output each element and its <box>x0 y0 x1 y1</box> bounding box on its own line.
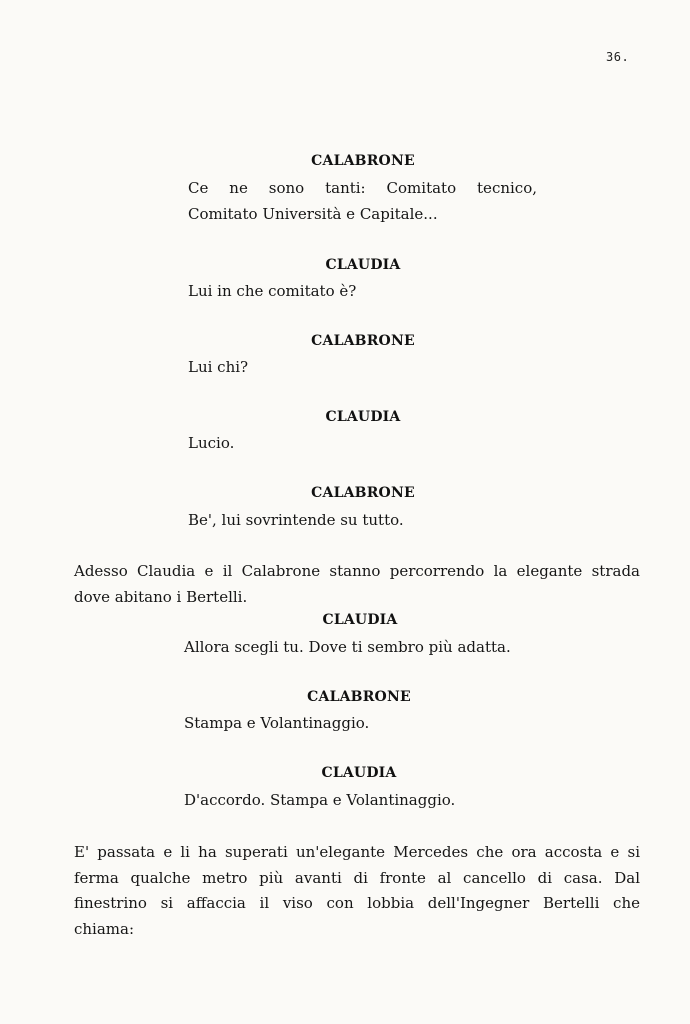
action-line: ferma qualche metro più avanti di fronte al cancello di casa. Dal <box>74 868 640 887</box>
speaker-claudia: CLAUDIA <box>321 765 397 781</box>
dialogue-line: D'accordo. Stampa e Volantinaggio. <box>184 791 456 809</box>
action-line: E' passata e li ha superati un'elegante Mercedes che ora accosta e si <box>74 843 640 861</box>
speaker-calabrone: CALABRONE <box>311 333 415 349</box>
speaker-claudia: CLAUDIA <box>325 409 401 425</box>
dialogue-block <box>188 278 356 304</box>
dialogue-line: Stampa e Volantinaggio. <box>184 714 370 732</box>
dialogue-line: Lucio. <box>188 434 235 452</box>
dialogue-block <box>188 430 234 456</box>
dialogue-block <box>184 634 511 660</box>
dialogue-line: Lui chi? <box>188 358 249 376</box>
dialogue-block <box>184 710 369 736</box>
action-line: Adesso Claudia e il Calabrone stanno percorrendo la elegante strada <box>74 562 640 580</box>
speaker-calabrone: CALABRONE <box>311 485 415 501</box>
dialogue-line: Be', lui sovrintende su tutto. <box>188 511 404 529</box>
speaker-claudia: CLAUDIA <box>325 257 401 273</box>
dialogue-line: Allora scegli tu. Dove ti sembro più adatta. <box>184 638 511 656</box>
dialogue-line: Comitato Università e Capitale... <box>188 205 438 223</box>
page-number: 36. <box>606 50 630 64</box>
action-paragraph <box>74 840 640 942</box>
speaker-calabrone: CALABRONE <box>311 153 415 169</box>
dialogue-line: Lui in che comitato è? <box>188 282 357 300</box>
dialogue-block <box>184 787 455 813</box>
action-line: dove abitano i Bertelli. <box>74 587 248 606</box>
dialogue-block <box>188 354 248 380</box>
speaker-calabrone: CALABRONE <box>307 689 411 705</box>
dialogue-line: Ce ne sono tanti: Comitato tecnico, <box>188 179 537 197</box>
action-line: finestrino si affaccia il viso con lobbia dell'Ingegner Bertelli che <box>74 894 640 912</box>
dialogue-block <box>188 507 404 533</box>
action-paragraph <box>74 559 640 610</box>
speaker-claudia: CLAUDIA <box>322 612 398 628</box>
dialogue-block <box>188 175 537 227</box>
action-line: chiama: <box>74 919 135 938</box>
